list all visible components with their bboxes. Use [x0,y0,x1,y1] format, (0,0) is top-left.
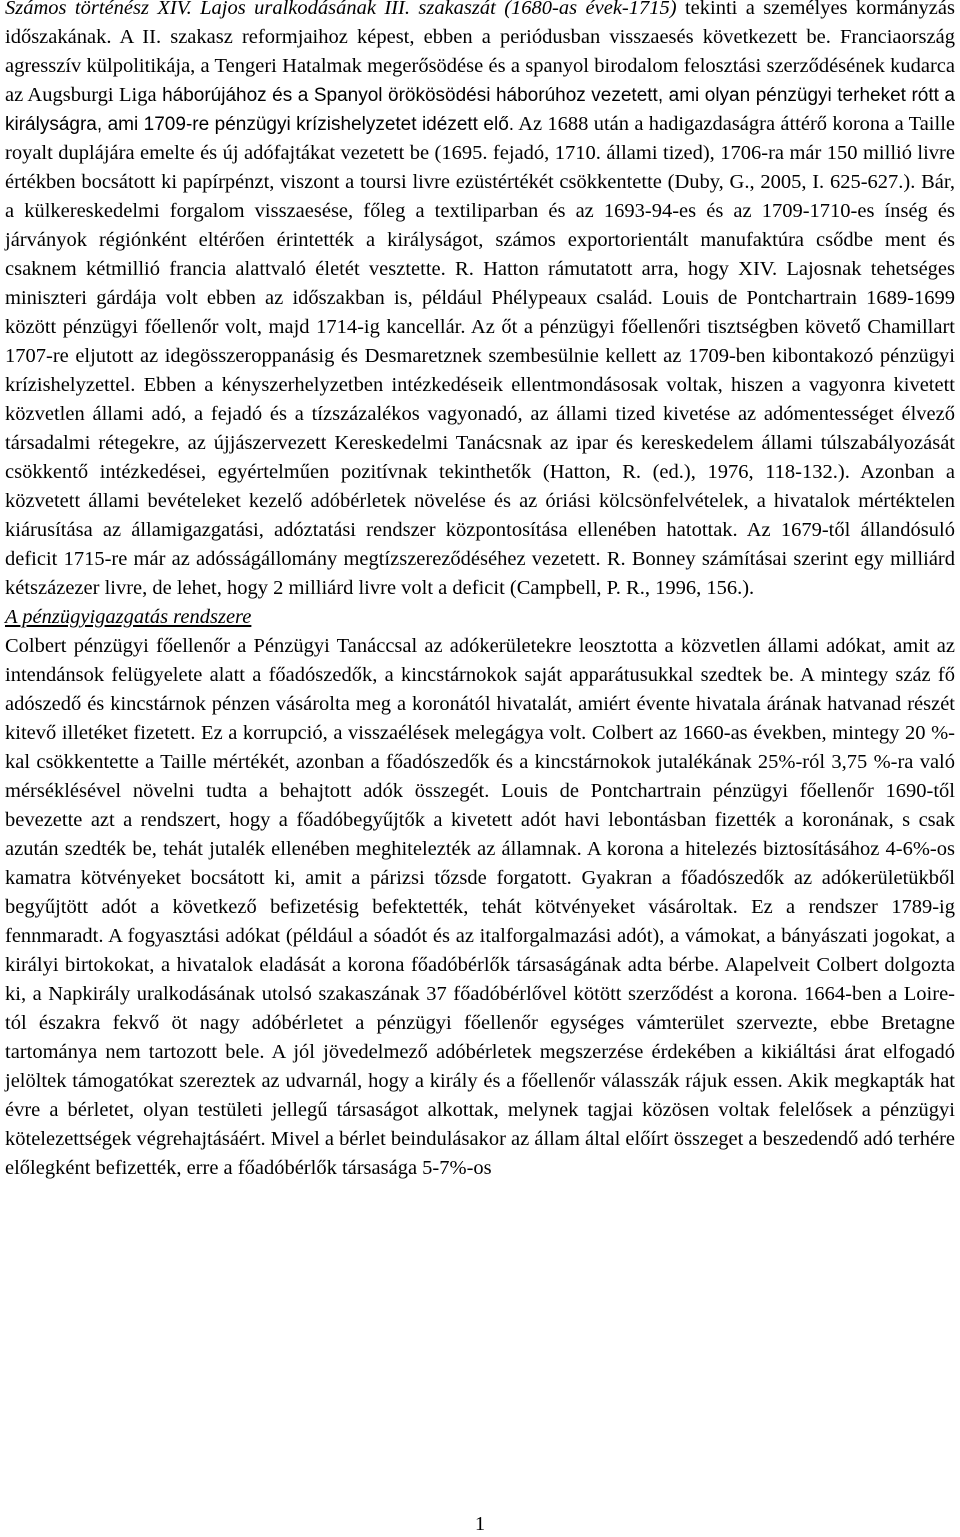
section-heading: A pénzügyigazgatás rendszere [5,606,252,628]
italic-sentence: Számos történész XIV. Lajos uralkodásának III. szakaszát (1680-as évek-1715) [5,0,677,19]
page-number: 1 [474,1513,486,1535]
text-run: Az 1688 után a hadigazdaságra áttérő korona a Taille royalt duplájára emelte és új adófajtákat vezetett be (1695. fejadó, 1710. állami tized), 1706-ra már 150 millió livre értékben bocsátott ki papírpénzt, viszont a toursi livre ezüstértékét csökkentette (Duby, G., 2005, I. 625-627.). Bár, a külkereskedelmi forgalom visszaesése, főleg a textiliparban és az 1693-94-es és az 1709-1710-es ínség és járványok régiónként eltérően érintették a királyságot, számos exportorientált manufaktúra csődbe ment és csaknem kétmillió francia alattvaló életét vesztette. R. Hatton rámutatott arra, hogy XIV. Lajosnak tehetséges miniszteri gárdája volt ebben az időszakban is, például Phélypeaux család. Louis de Pontchartrain 1689-1699 között pénzügyi főellenőr volt, majd 1714-ig kancellár. Az őt a pénzügyi főellenőri tisztségben követő Chamillart 1707-re eljutott az idegösszeroppanásig és Desmaretznek szembesülnie kellett az 1709-ben kibontakozó pénzügyi krízishelyzettel. Ebben a kényszerhelyzetben intézkedéseik ellentmondásosak voltak, hiszen a vagyonra kivetett közvetlen állami adó, a fejadó és a tízszázalékos vagyonadó, az állami tized kivetése az adómentességet élvező társadalmi rétegekre, az újjászervezett Kereskedelmi Tanácsnak az ipar és kereskedelem állami túlszabályozását csökkentő intézkedései, egyértelműen pozitívnak tekinthetők (Hatton, R. (ed.), 1976, 118-132.). Azonban a közvetett állami bevételeket kezelő adóbérletek növelése és az óriási kölcsönfelvételek, a hivatalok mértéktelen kiárusítása az államigazgatási, adóztatási rendszer központosítása ellenében hatottak. Az 1679-től állandósuló deficit 1715-re már az adósságállomány megtízszereződéséhez vezetett. R. Bonney számításai szerint egy milliárd kétszázezer livre, de lehet, hogy 2 milliárd livre volt a deficit (Campbell, P. R., 1996, 156.). [5,113,955,599]
text-run: tekinti a személyes kormányzás időszakának. A II. szakasz reformjaihoz képest, ebben a periódusban visszaesés következett be. [5,0,955,48]
document-page [5,0,955,1183]
text-run: Franciaország agresszív külpolitikája, a Tengeri Hatalmak megerősödése és a spanyol birodalom felosztási szerződésének kudarca az Augsburgi Liga [5,26,955,106]
paragraph-intro [5,0,955,603]
paragraph-body: Colbert pénzügyi főellenőr a Pénzügyi Tanáccsal az adókerületekre leosztotta a közvetlen állami adókat, amit az intendánsok felügyelete alatt a főadószedők, a kincstárnokok saját apparátusukkal szedtek be. A mintegy száz fő adószedő és kincstárnok pénzen vásárolta meg a koronától hivatalát, amiért évente hivatala árának hatvanad részét kitevő illetéket fizetett. Ez a korrupció, a visszaélések melegágya volt. Colbert az 1660-as években, mintegy 20 %-kal csökkentette a Taille mértékét, azonban a főadószedők és a kincstárnokok jutalékának 25%-ról 3,75 %-ra való mérséklésével növelni tudta a behajtott adók összegét. Louis de Pontchartrain pénzügyi főellenőr 1690-től bevezette azt a rendszert, hogy a főadóbegyűjtők a kivetett adót havi lebontásban fizették a koronának, s csak azután szedték be, tehát jutalék ellenében meghitelezték az államnak. A korona a hitelezés biztosításához 4-6%-os kamatra kötvényeket bocsátott ki, amit a párizsi tőzsde forgatott. Gyakran a főadószedők az adókerületükből begyűjtött adót a következő befizetésig befektették, tehát kötvényeket vásároltak. Ez a rendszer 1789-ig fennmaradt. A fogyasztási adókat (például a sóadót és az italforgalmazási adót), a vámokat, a bányászati jogokat, a királyi birtokokat, a hivatalok eladását a korona főadóbérlők társaságának adta bérbe. Alapelveit Colbert dolgozta ki, a Napkirály uralkodásának utolsó szakaszának 37 főadóbérlővel kötött szerződést a korona. 1664-ben a Loire-tól északra fekvő öt nagy adóbérletet a pénzügyi főellenőr egységes vámterület szervezte, ebbe Bretagne tartománya nem tartozott bele. A jól jövedelmező adóbérletek megszerzése érdekében a kikiáltási árat elfogadó jelöltek támogatókat szereztek az udvarnál, hogy a király és a főellenőr válasszák rájuk essen. Akik megkapták hat évre a bérletet, olyan testületi jellegű társaságot alkottak, melynek tagjai közösen voltak felelősek a pénzügyi kötelezettségek végrehajtásáért. Mivel a bérlet beindulásakor az állam által előírt összeget a beszedendő adó terhére előlegként befizették, erre a főadóbérlők társasága 5-7%-os [5,635,955,1179]
sans-text-run: háborújához és a Spanyol örökösödési háborúhoz vezetett, ami olyan pénzügyi terheket rótt a királyságra, ami 1709-re pénzügyi krízishelyzetet idézett elő. [5,85,955,135]
